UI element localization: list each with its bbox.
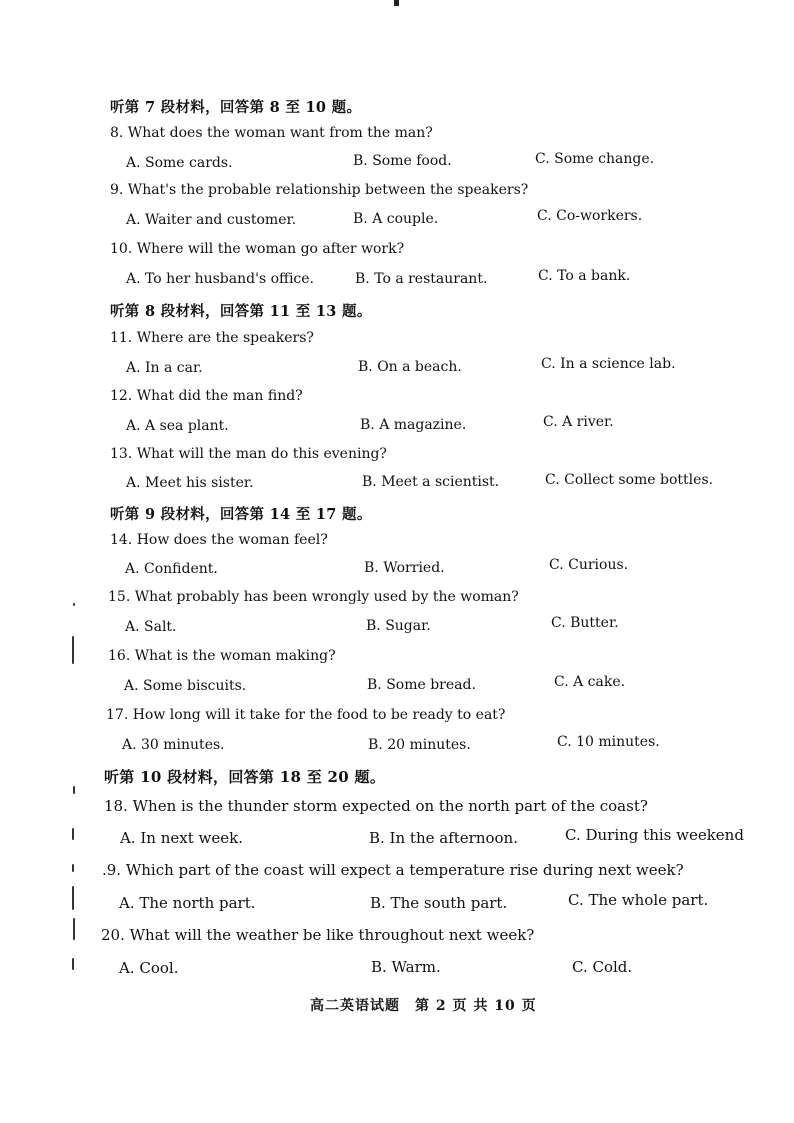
q19-option-a: A. The north part.	[119, 894, 256, 912]
q9-option-c: C. Co-workers.	[537, 208, 643, 224]
q17-option-a: A. 30 minutes.	[122, 737, 225, 753]
question-15: 15. What probably has been wrongly used by the woman?	[108, 589, 519, 605]
q9-option-b: B. A couple.	[353, 211, 439, 227]
q8-option-a: A. Some cards.	[126, 155, 233, 171]
question-16: 16. What is the woman making?	[108, 648, 336, 664]
question-11: 11. Where are the speakers?	[110, 330, 314, 346]
section-header: 听第 10 段材料，回答第 18 至 20 题。	[104, 768, 386, 786]
q12-option-b: B. A magazine.	[360, 417, 467, 433]
question-13: 13. What will the man do this evening?	[110, 446, 387, 462]
q16-option-a: A. Some biscuits.	[124, 678, 247, 694]
scan-mark	[72, 886, 74, 910]
q11-option-a: A. In a car.	[126, 360, 203, 376]
scan-mark	[73, 786, 75, 794]
q11-option-b: B. On a beach.	[358, 359, 462, 375]
question-12: 12. What did the man find?	[110, 388, 303, 404]
question-14: 14. How does the woman feel?	[110, 532, 328, 548]
q19-option-c: C. The whole part.	[568, 891, 709, 909]
question-8: 8. What does the woman want from the man?	[110, 125, 433, 141]
q17-option-b: B. 20 minutes.	[368, 737, 471, 753]
scan-mark	[72, 636, 74, 664]
q18-option-b: B. In the afternoon.	[369, 829, 518, 847]
section-header: 听第 8 段材料，回答第 11 至 13 题。	[110, 303, 372, 320]
q17-option-c: C. 10 minutes.	[557, 734, 660, 750]
q8-option-b: B. Some food.	[353, 153, 452, 169]
q14-option-a: A. Confident.	[125, 561, 218, 577]
question-20: 20. What will the weather be like throughout next week?	[101, 926, 535, 944]
q10-option-b: B. To a restaurant.	[355, 271, 488, 287]
q16-option-c: C. A cake.	[554, 674, 626, 690]
q10-option-a: A. To her husband's office.	[126, 271, 315, 287]
q15-option-c: C. Butter.	[551, 615, 619, 631]
scan-mark	[72, 958, 74, 970]
question-10: 10. Where will the woman go after work?	[110, 241, 405, 257]
question-9: 9. What's the probable relationship between the speakers?	[110, 182, 529, 198]
q20-option-a: A. Cool.	[119, 959, 179, 977]
scan-mark	[73, 603, 75, 606]
q8-option-c: C. Some change.	[535, 151, 655, 167]
q12-option-c: C. A river.	[543, 414, 614, 430]
scan-mark	[72, 864, 74, 872]
q13-option-a: A. Meet his sister.	[126, 475, 254, 491]
q9-option-a: A. Waiter and customer.	[126, 212, 297, 228]
q11-option-c: C. In a science lab.	[541, 356, 676, 372]
q14-option-b: B. Worried.	[364, 560, 445, 576]
question-17: 17. How long will it take for the food to be ready to eat?	[106, 707, 506, 723]
q10-option-c: C. To a bank.	[538, 268, 631, 284]
section-header: 听第 7 段材料，回答第 8 至 10 题。	[110, 99, 362, 116]
q13-option-c: C. Collect some bottles.	[545, 472, 714, 488]
q19-option-b: B. The south part.	[370, 894, 508, 912]
q14-option-c: C. Curious.	[549, 557, 629, 573]
q18-option-a: A. In next week.	[120, 829, 243, 847]
question-19: .9. Which part of the coast will expect a temperature rise during next week?	[102, 861, 684, 879]
scan-mark	[72, 828, 74, 840]
scan-mark	[73, 918, 75, 940]
scan-mark	[394, 0, 399, 6]
q15-option-a: A. Salt.	[125, 619, 177, 635]
q18-option-c: C. During this weekend	[565, 826, 744, 844]
q12-option-a: A. A sea plant.	[126, 418, 229, 434]
q15-option-b: B. Sugar.	[366, 618, 431, 634]
page-footer: 高二英语试题 第 2 页 共 10 页	[310, 998, 537, 1014]
question-18: 18. When is the thunder storm expected on the north part of the coast?	[104, 797, 648, 815]
q16-option-b: B. Some bread.	[367, 677, 476, 693]
q20-option-b: B. Warm.	[371, 958, 441, 976]
section-header: 听第 9 段材料，回答第 14 至 17 题。	[110, 506, 372, 523]
q13-option-b: B. Meet a scientist.	[362, 474, 500, 490]
q20-option-c: C. Cold.	[572, 958, 633, 976]
